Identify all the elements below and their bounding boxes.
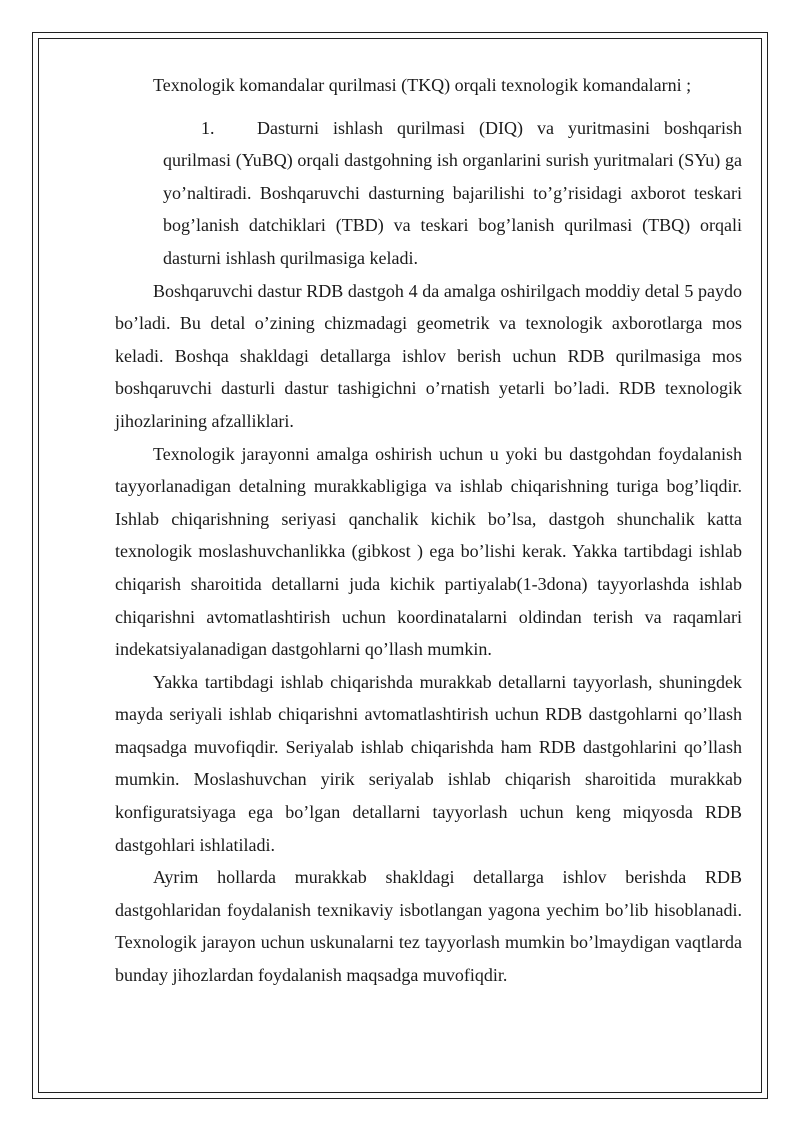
paragraph: Texnologik jarayonni amalga oshirish uchun u yoki bu dastgohdan foydalanish tayyorlanadigan detalning murakkabligiga va ishlab chiqarishning turiga bog’liqdir. Ishlab chiqarishning seriyasi qanchalik kichik bo’lsa, dastgoh shunchalik katta texnologik moslashuvchanlikka (gibkost ) ega bo’lishi kerak. Yakka tartibdagi ishlab chiqarish sharoitida detallarni juda kichik partiyalab(1-3dona) tayyorlashda ishlab chiqarishni avtomatlashtirish uchun koordinatalarni oldindan terish va raqamlari indekatsiyalanadigan dastgohlarni qo’llash mumkin. (115, 443, 742, 660)
paragraph: Yakka tartibdagi ishlab chiqarishda murakkab detallarni tayyorlash, shuningdek mayda seriyali ishlab chiqarishni avtomatlashtirish uchun RDB dastgohlarni qo’llash maqsadga muvofiqdir. Seriyalab ishlab chiqarishda ham RDB dastgohlarini qo’llash mumkin. Moslashuvchan yirik seriyalab ishlab chiqarish sharoitida murakkab konfiguratsiyaga ega bo’lgan detallarni tayyorlash uchun keng miqyosda RDB dastgohlari ishlatiladi. (115, 671, 742, 855)
paragraph: Boshqaruvchi dastur RDB dastgoh 4 da amalga oshirilgach moddiy detal 5 paydo bo’ladi. Bu detal o’zining chizmadagi geometrik va texnologik axborotlarga mos keladi. Boshqa shakldagi detallarga ishlov berish uchun RDB qurilmasiga mos boshqaruvchi dasturli dastur tashigichni o’rnatish yetarli bo’ladi. RDB texnologik jihozlarining afzalliklari. (115, 280, 742, 431)
paragraph: Ayrim hollarda murakkab shakldagi detallarga ishlov berishda RDB dastgohlaridan foydalanish texnikaviy isbotlangan yagona yechim bo’lib hisoblanadi. Texnologik jarayon uchun uskunalarni tez tayyorlash mumkin bo’lmaydigan vaqtlarda bunday jihozlardan foydalanish maqsadga muvofiqdir. (115, 867, 742, 986)
list-item (163, 112, 742, 275)
document-body (115, 69, 742, 992)
list-item-number: 1. (201, 117, 215, 138)
lead-line: Texnologik komandalar qurilmasi (TKQ) orqali texnologik komandalarni ; (153, 75, 692, 95)
list-item-text: Dasturni ishlash qurilmasi (DIQ) va yuritmasini boshqarish qurilmasi (YuBQ) orqali dastgohning ish organlarini surish yuritmalari (SYu) ga yo’naltiradi. Boshqaruvchi dasturning bajarilishi to’g’risidagi axborot teskari bog’lanish datchiklari (TBD) va teskari bog’lanish qurilmasi (TBQ) orqali dasturni ishlash qurilmasiga keladi. (163, 117, 742, 268)
